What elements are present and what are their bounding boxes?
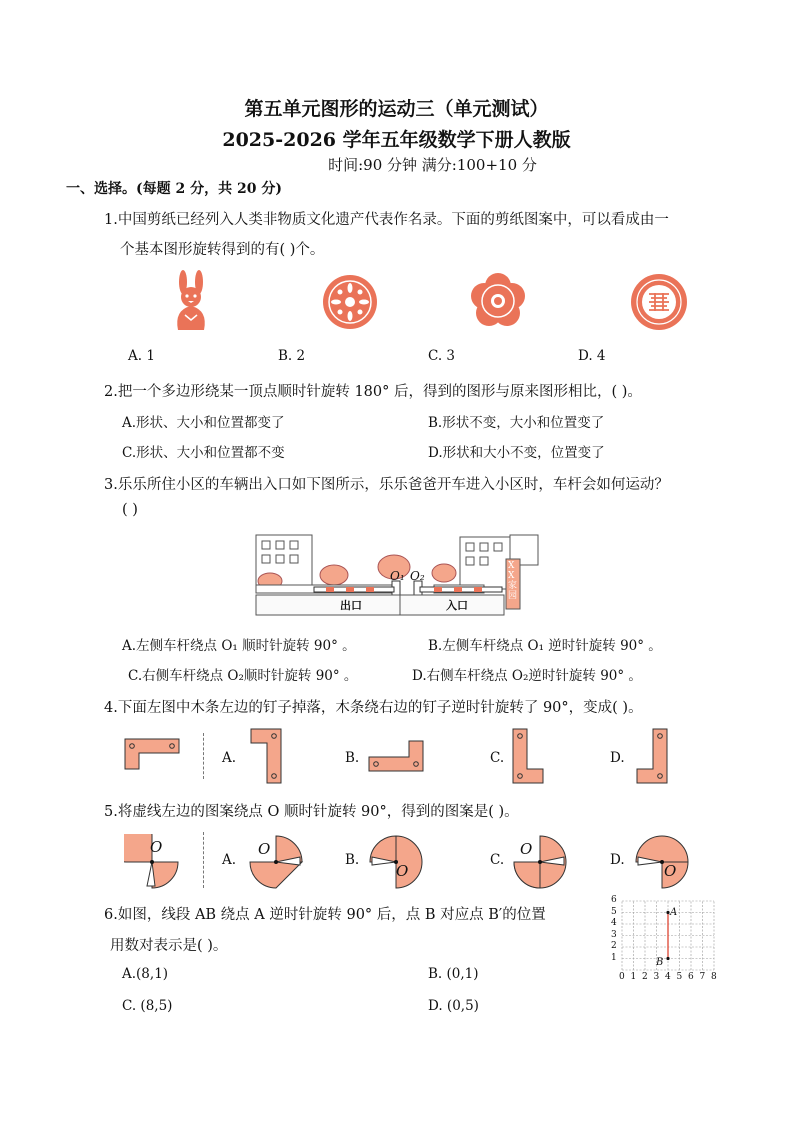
q3-option-d[interactable]: D.右侧车杆绕点 O₂逆时针旋转 90° 。 — [412, 668, 642, 684]
q5-option-a-label[interactable]: A. — [222, 852, 237, 868]
parking-gate-illustration — [254, 533, 540, 617]
grid-x-tick: 7 — [699, 972, 706, 982]
q6-line-1: 6.如图，线段 AB 绕点 A 逆时针旋转 90° 后，点 B 对应点 B′的位置 — [104, 907, 546, 923]
pivot-o2-label: O₂ — [410, 569, 425, 583]
q1-line-2: 个基本图形旋转得到的有( )个。 — [120, 242, 325, 258]
grid-x-tick: 3 — [653, 972, 660, 982]
entry-label: 入口 — [446, 599, 468, 612]
q1-line-1: 1.中国剪纸已经列入人类非物质文化遗产代表作名录。下面的剪纸图案中，可以看成由一 — [104, 212, 669, 228]
grid-y-tick: 5 — [611, 906, 617, 917]
q5-option-d-shape[interactable] — [634, 834, 690, 890]
q2-line-1: 2.把一个多边形绕某一顶点顺时针旋转 180° 后，得到的图形与原来图形相比，( )。 — [104, 384, 642, 400]
q6-line-2: 用数对表示是( )。 — [110, 938, 228, 954]
q3-line-1: 3.乐乐所住小区的车辆出入口如下图所示，乐乐爸爸开车进入小区时，车杆会如何运动？ — [104, 477, 669, 493]
q4-option-a-label[interactable]: A. — [222, 750, 237, 766]
q5-option-c-o-label: O — [520, 840, 533, 858]
q6-option-b[interactable]: B. (0,1) — [428, 966, 479, 982]
grid-y-tick: 2 — [611, 941, 617, 951]
grid-y-tick: 1 — [611, 952, 617, 963]
q5-option-c-label[interactable]: C. — [490, 852, 505, 868]
q1-option-b[interactable]: B. 2 — [278, 348, 306, 364]
q2-option-c[interactable]: C.形状、大小和位置都不变 — [122, 445, 285, 461]
q2-option-a[interactable]: A.形状、大小和位置都变了 — [122, 415, 285, 431]
q4-option-c-shape[interactable] — [512, 728, 544, 784]
point-a-label: A — [670, 906, 678, 918]
q6-option-d[interactable]: D. (0,5) — [428, 998, 479, 1014]
grid-x-tick: 8 — [711, 972, 717, 982]
q5-line-1: 5.将虚线左边的图案绕点 O 顺时针旋转 90°，得到的图案是( )。 — [104, 804, 519, 820]
subtitle: 时间:90 分钟 满分:100+10 分 — [328, 156, 537, 174]
community-sign-label: XX家园 — [508, 561, 518, 601]
grid-x-tick: 1 — [630, 972, 637, 982]
q4-option-c-label[interactable]: C. — [490, 750, 505, 766]
grid-y-tick: 6 — [611, 895, 617, 905]
q6-option-a[interactable]: A.(8,1) — [122, 966, 169, 982]
q5-option-b-label[interactable]: B. — [345, 852, 360, 868]
snowflake-papercut-icon — [322, 274, 378, 330]
q2-option-d[interactable]: D.形状和大小不变，位置变了 — [428, 445, 605, 461]
plum-flower-papercut-icon — [470, 273, 526, 329]
q4-option-b-label[interactable]: B. — [345, 750, 360, 766]
q1-option-d[interactable]: D. 4 — [578, 348, 606, 364]
q5-option-a-shape[interactable] — [248, 834, 304, 890]
q4-line-1: 4.下面左图中木条左边的钉子掉落，木条绕右边的钉子逆时针旋转了 90°，变成( )。 — [104, 700, 643, 716]
q5-original-o-label: O — [150, 838, 163, 856]
q2-option-b[interactable]: B.形状不变，大小和位置变了 — [428, 415, 605, 431]
title-line-2: 2025-2026 学年五年级数学下册人教版 — [222, 129, 571, 151]
section-heading: 一、选择。(每题 2 分，共 20 分) — [66, 181, 282, 197]
q5-option-a-o-label: O — [258, 840, 271, 858]
q4-option-d-shape[interactable] — [636, 728, 668, 784]
q4-option-a-shape[interactable] — [250, 728, 282, 784]
wooden-bar-original-icon — [124, 738, 180, 770]
q1-option-a[interactable]: A. 1 — [128, 348, 155, 364]
q1-option-c[interactable]: C. 3 — [428, 348, 456, 364]
q5-option-d-label[interactable]: D. — [610, 852, 625, 868]
q5-option-b-o-label: O — [396, 862, 409, 880]
q3-line-2: ( ) — [122, 502, 138, 518]
pivot-o1-label: O₁ — [390, 569, 405, 583]
q4-option-b-shape[interactable] — [368, 740, 424, 772]
q5-option-d-o-label: O — [664, 862, 677, 880]
grid-y-tick: 4 — [611, 918, 617, 928]
point-b — [666, 957, 669, 960]
q4-option-d-label[interactable]: D. — [610, 750, 625, 766]
grid-x-tick: 0 — [619, 972, 625, 982]
q3-option-b[interactable]: B.左侧车杆绕点 O₁ 逆时针旋转 90° 。 — [428, 638, 662, 654]
grid-y-tick: 3 — [611, 929, 617, 940]
title-line-1: 第五单元图形的运动三（单元测试） — [244, 98, 549, 120]
q3-option-a[interactable]: A.左侧车杆绕点 O₁ 顺时针旋转 90° 。 — [122, 638, 356, 654]
rabbit-papercut-icon — [168, 270, 214, 332]
q6-option-c[interactable]: C. (8,5) — [122, 998, 173, 1014]
point-b-label: B — [656, 956, 664, 968]
q3-option-c[interactable]: C.右侧车杆绕点 O₂顺时针旋转 90° 。 — [128, 668, 358, 684]
q5-divider — [203, 832, 204, 888]
grid-x-tick: 2 — [642, 972, 648, 982]
q4-divider — [203, 733, 204, 779]
grid-x-tick: 6 — [688, 972, 694, 982]
q6-coordinate-grid — [608, 896, 720, 984]
grid-x-tick: 5 — [676, 972, 683, 982]
double-happiness-papercut-icon — [630, 273, 688, 331]
exit-label: 出口 — [340, 599, 362, 612]
grid-x-tick: 4 — [665, 972, 671, 982]
